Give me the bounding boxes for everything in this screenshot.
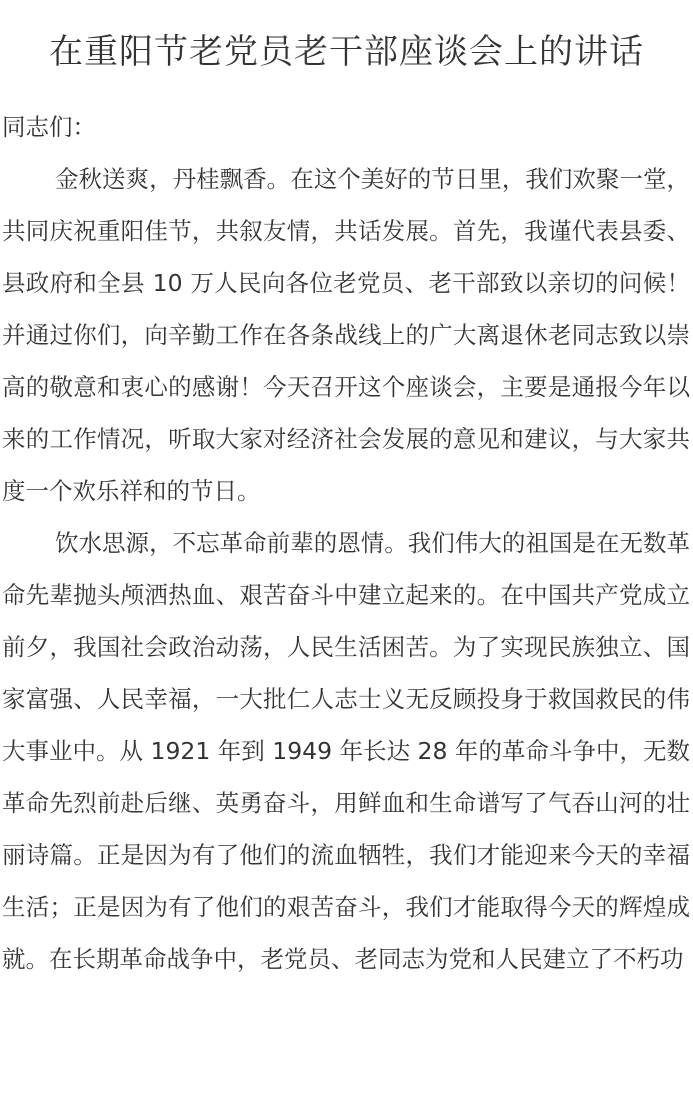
document-title: 在重阳节老党员老干部座谈会上的讲话 — [49, 32, 644, 72]
document-body — [0, 101, 690, 985]
salutation: 同志们： — [2, 113, 96, 141]
paragraph-2: 饮水思源，不忘革命前辈的恩情。我们伟大的祖国是在无数革命先辈抛头颅洒热血、艰苦奋斗中建立起来的。在中国共产党成立前夕，我国社会政治动荡，人民生活困苦。为了实现民族独立、国家富强、人民幸福，一大批仁人志士义无反顾投身于救国救民的伟大事业中。从 1921 年到 1949 年长达 28 年的革命斗争中，无数革命先烈前赴后继、英勇奋斗，用鲜血和生命谱写了气吞山河的壮丽诗篇。正是因为有了他们的流血牺牲，我们才能迎来今天的幸福生活；正是因为有了他们的艰苦奋斗，我们才能取得今天的辉煌成就。在长期革命战争中，老党员、老同志为党和人民建立了不朽功 — [2, 529, 690, 973]
paragraph-1: 金秋送爽，丹桂飘香。在这个美好的节日里，我们欢聚一堂，共同庆祝重阳佳节，共叙友情，共话发展。首先，我谨代表县委、县政府和全县 10 万人民向各位老党员、老干部致以亲切的问候！并通过你们，向辛勤工作在各条战线上的广大离退休老同志致以崇高的敬意和衷心的感谢！今天召开这个座谈会，主要是通报今年以来的工作情况，听取大家对经济社会发展的意见和建议，与大家共度一个欢乐祥和的节日。 — [2, 165, 690, 505]
